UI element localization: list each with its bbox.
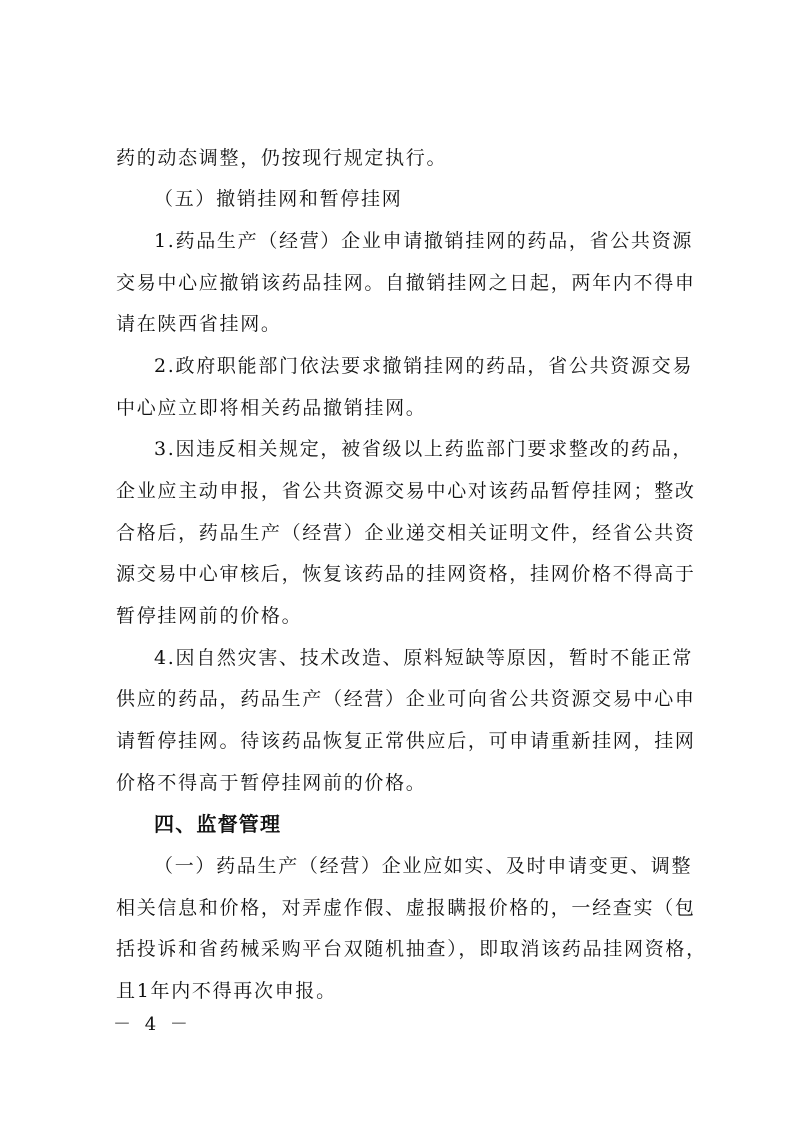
paragraph-line: 4.因自然灾害、技术改造、原料短缺等原因，暂时不能正常: [154, 647, 694, 669]
paragraph-line: 价格不得高于暂停挂网前的价格。: [116, 772, 427, 794]
paragraph-line: 源交易中心审核后，恢复该药品的挂网资格，挂网价格不得高于: [116, 563, 696, 585]
paragraph-line: 请暂停挂网。待该药品恢复正常供应后，可申请重新挂网，挂网: [116, 730, 696, 752]
paragraph-line: （一）药品生产（经营）企业应如实、及时申请变更、调整: [154, 855, 693, 877]
paragraph-line: 括投诉和省药械采购平台双随机抽查），即取消该药品挂网资格，: [116, 938, 707, 960]
paragraph-line: 中心应立即将相关药品撤销挂网。: [116, 397, 427, 419]
paragraph-line: 请在陕西省挂网。: [116, 313, 282, 335]
section-subheading: （五）撤销挂网和暂停挂网: [154, 188, 403, 210]
paragraph-line: 企业应主动申报，省公共资源交易中心对该药品暂停挂网；整改: [116, 480, 696, 502]
paragraph-line: 暂停挂网前的价格。: [116, 605, 303, 627]
paragraph-line: 3.因违反相关规定，被省级以上药监部门要求整改的药品，: [154, 438, 694, 460]
section-heading: 四、监督管理: [154, 812, 282, 836]
page-number: － 4 －: [113, 1014, 192, 1035]
paragraph-line: 药的动态调整，仍按现行规定执行。: [116, 147, 448, 169]
paragraph-line: 交易中心应撤销该药品挂网。自撤销挂网之日起，两年内不得申: [116, 272, 696, 294]
paragraph-line: 2.政府职能部门依法要求撤销挂网的药品，省公共资源交易: [154, 355, 694, 377]
paragraph-line: 供应的药品，药品生产（经营）企业可向省公共资源交易中心申: [116, 688, 696, 710]
paragraph-line: 合格后，药品生产（经营）企业递交相关证明文件，经省公共资: [116, 522, 696, 544]
paragraph-line: 相关信息和价格，对弄虚作假、虚报瞒报价格的，一经查实（包: [116, 897, 696, 919]
paragraph-line: 且1年内不得再次申报。: [116, 980, 337, 1002]
paragraph-line: 1.药品生产（经营）企业申请撤销挂网的药品，省公共资源: [154, 230, 694, 252]
